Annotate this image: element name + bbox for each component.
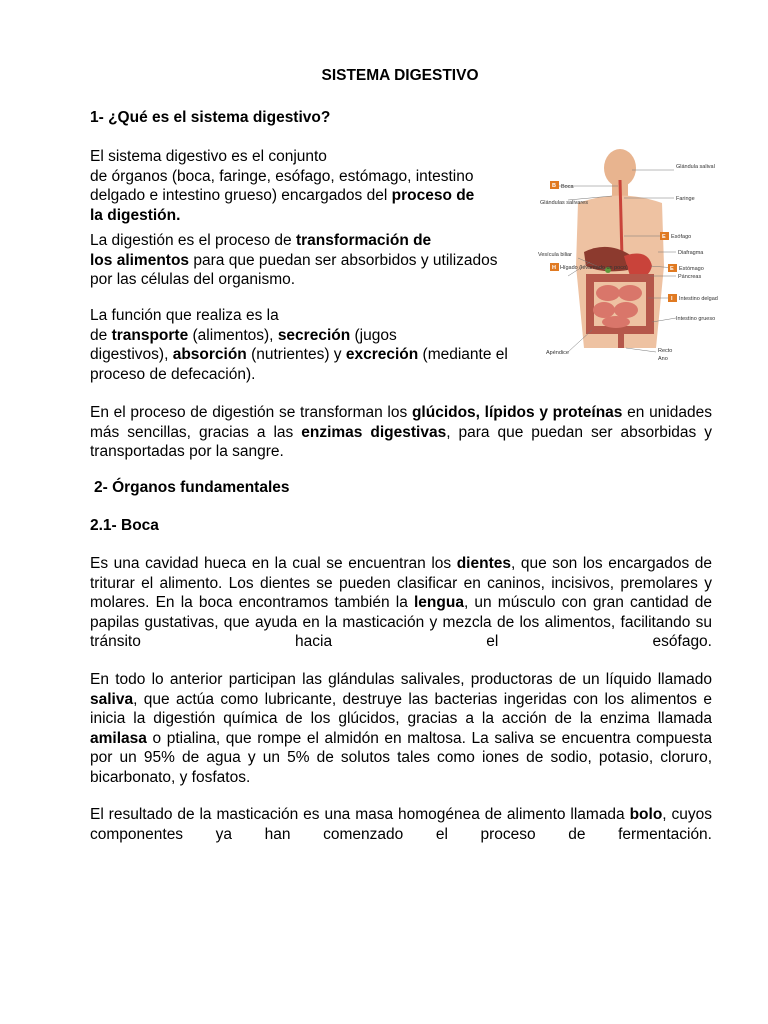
p2-line2a: los alimentos [90,251,190,269]
label-boca: Boca [561,184,574,190]
p4-text: En el proceso de digestión se transforman los [90,404,412,421]
p5-tongue: lengua [413,594,464,611]
p2-line1b: transformación de [295,232,432,249]
digestive-system-figure [538,148,718,366]
label-faringe: Faringe [676,196,695,202]
esophagus-shape [620,180,622,258]
p3-text: (mediante el [418,346,508,363]
label-vesicula-biliar: Vesícula biliar [538,252,572,258]
p1-line2: de órganos (boca, faringe, esófago, estómago, intestino [90,167,474,185]
paragraph-definition [90,147,520,225]
p1-line1: El sistema digestivo es el conjunto [90,148,327,165]
label-recto: Recto [658,348,673,354]
paragraph-bolus [90,805,712,844]
paragraph-saliva [90,670,712,787]
p3-secrecion: secreción [277,326,351,344]
p2-line3: por las células del organismo. [90,271,296,288]
paragraph-function [90,306,535,384]
paragraph-mouth [90,554,712,652]
p4-enzymes: enzimas digestivas [301,423,447,441]
p3-line1: La función que realiza es la [90,307,279,324]
digestive-system-illustration [538,148,718,366]
label-diafragma: Diafragma [678,250,704,256]
label-glandula-salival: Glándula salival [676,164,715,170]
p4-macronutrients: glúcidos, lípidos y proteínas [411,404,623,421]
p7-bolus: bolo [629,806,663,823]
p3-text: (alimentos), [188,326,278,344]
p3-transporte: transporte [111,326,189,344]
p5-text: , un músculo con gran cantidad de papilas gustativas, que ayuda en la masticación y mezcla de los alimentos, facilitando su tránsito hacia el esófago. [90,594,712,650]
p6-saliva: saliva [90,690,134,708]
badge-i-letter: I [671,296,673,302]
p6-text: En todo lo anterior participan las glándulas salivales, productoras de un líquido llamado [90,671,712,688]
label-intestino-grueso: Intestino grueso [676,316,716,322]
rectum-shape [618,332,624,348]
p5-teeth: dientes [456,555,511,572]
p2-line1a: La digestión es el proceso de [90,232,296,249]
p6-amylase: amilasa [90,729,147,747]
label-higado: Hígado (levantado un poco) [560,265,628,271]
label-apendice: Apéndice [546,350,569,356]
label-pancreas: Páncreas [678,274,702,280]
label-intestino-delgado: Intestino delgado [679,296,718,302]
p6-text: , que actúa como lubricante, destruye las bacterias ingeridas con los alimentos e inicia la digestión química de los glúcidos, gracias a la acción de la enzima llamada [90,690,712,727]
question-1-heading: 1- ¿Qué es el sistema digestivo? [90,109,331,126]
p1-line3a: delgado e intestino grueso) encargados del [90,187,392,204]
paragraph-transformation [90,403,712,462]
section-2-heading: 2- Órganos fundamentales [94,479,290,496]
p1-line4: la digestión. [90,206,181,224]
p7-text: , cuyos componentes ya han comenzado el proceso de fermentación. [90,806,712,843]
p4-text: en unidades más sencillas, gracias a las [90,404,712,441]
badge-h-letter: H [552,265,556,271]
p2-line2b: para que puedan ser absorbidos y utilizados [189,251,498,269]
p1-line3b: proceso de [391,187,475,204]
p5-text: , que son los encargados de triturar el alimento. Los dientes se pueden clasificar en caninos, incisivos, premolares y molares. En la boca encontramos también la [90,555,713,611]
page-title: SISTEMA DIGESTIVO [321,67,479,84]
badge-e2-letter: E [670,266,674,272]
p3-excrecion: excreción [345,346,419,363]
p3-line4: proceso de defecación). [90,365,256,383]
label-ano: Ano [658,356,668,362]
section-2-1-heading: 2.1- Boca [90,517,159,534]
p3-text: (jugos [350,326,397,344]
badge-e1-letter: E [662,234,666,240]
label-estomago: Estómago [679,266,704,272]
p3-absorcion: absorción [172,346,247,363]
p7-text: El resultado de la masticación es una masa homogénea de alimento llamada [90,806,630,823]
p3-text: (nutrientes) y [246,346,346,363]
label-esofago: Esófago [671,234,692,240]
p3-text: de [90,326,112,344]
badge-b-letter: B [552,183,556,189]
p4-text: , para que puedan ser absorbidas y transportadas por la sangre. [90,423,712,460]
paragraph-digestion [90,231,530,290]
p3-text: digestivos), [90,346,173,363]
label-glandulas-salivares: Glándulas salivares [540,200,588,206]
p6-text: o ptialina, que rompe el almidón en maltosa. La saliva se encuentra compuesta por un 95% de agua y un 5% de solutos tales como iones de sodio, potasio, cloruro, bicarbonato, y fosfatos. [90,729,712,786]
p5-text: Es una cavidad hueca en la cual se encuentran los [90,555,457,572]
